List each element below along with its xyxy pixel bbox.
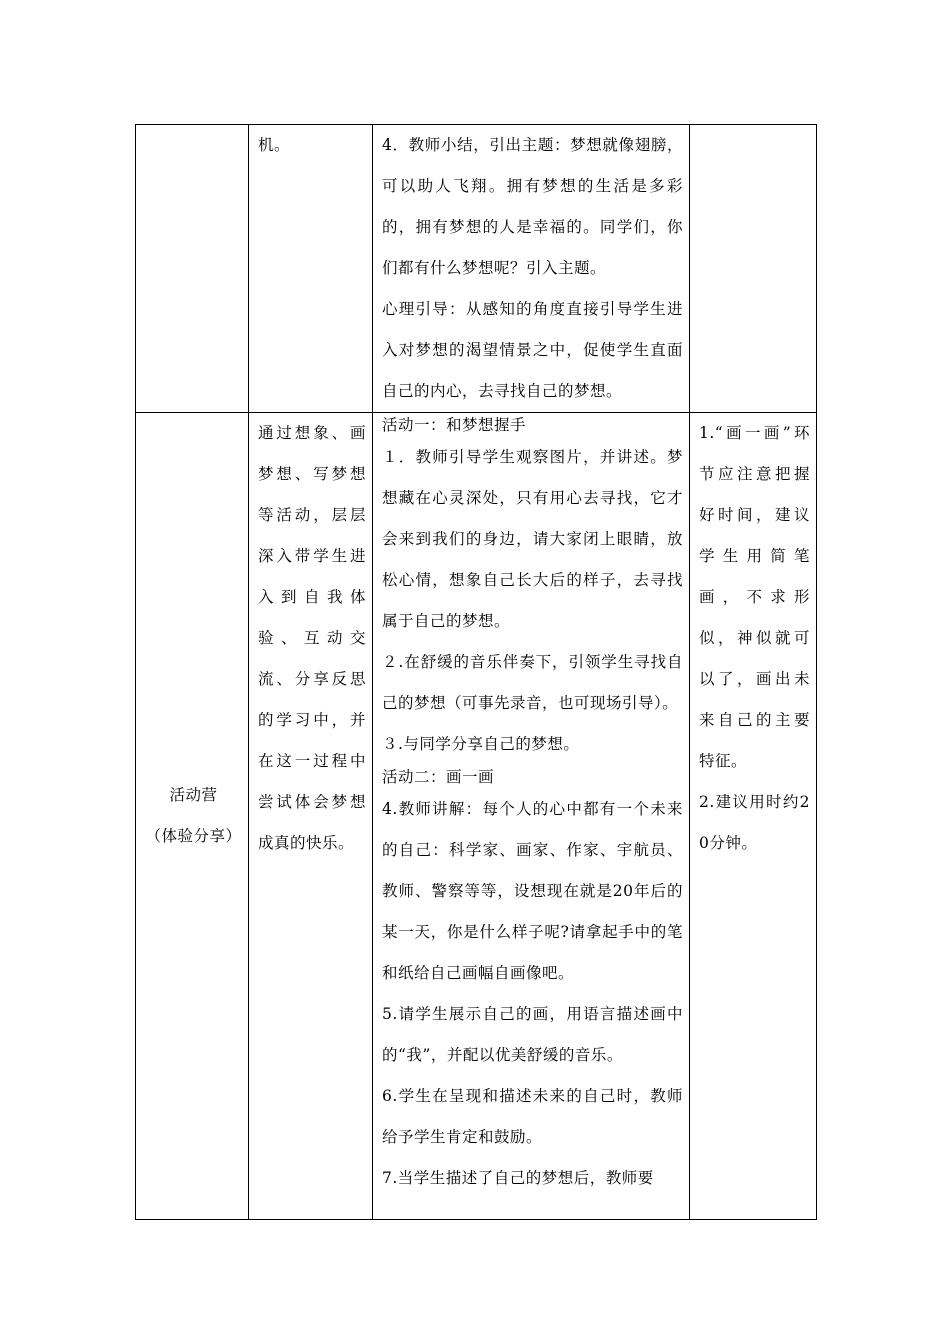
stage-subtitle: （体验分享） xyxy=(145,827,242,845)
activity-item: ２.在舒缓的音乐伴奏下，引领学生寻找自己的梦想（可事先录音，也可现场引导）。 xyxy=(382,653,683,712)
table-row xyxy=(136,125,817,413)
table-row xyxy=(136,413,817,1220)
note-item: 2.建议用时约20分钟。 xyxy=(699,793,810,852)
row1-goal-cell: 机。 xyxy=(249,125,373,413)
activity-item: 7.当学生描述了自己的梦想后，教师要 xyxy=(382,1169,654,1187)
psychology-guidance: 心理引导：从感知的角度直接引导学生进入对梦想的渴望情景之中，促使学生直面自己的内心，去寻找自己的梦想。 xyxy=(382,300,683,400)
activity-item: 6.学生在呈现和描述未来的自己时，教师给予学生肯定和鼓励。 xyxy=(382,1087,683,1146)
activity-one-title: 活动一：和梦想握手 xyxy=(382,416,527,434)
activity-content-cell xyxy=(373,413,690,1220)
goal-cell: 通过想象、画梦想、写梦想等活动，层层深入带学生进入到自我体验、互动交流、分享反思的学习中，并在这一过程中尝试体会梦想成真的快乐。 xyxy=(249,413,373,1220)
activity-item: 4.教师讲解：每个人的心中都有一个未来的自己：科学家、画家、作家、宇航员、教师、警察等等，设想现在就是20年后的某一天，你是什么样子呢?请拿起手中的笔和纸给自己画幅自画像吧。 xyxy=(382,800,683,982)
stage-title: 活动营 xyxy=(169,786,218,804)
row1-note-cell xyxy=(690,125,817,413)
note-item: 1.“画一画”环节应注意把握好时间，建议学生用简笔画，不求形似，神似就可以了，画出未来自己的主要特征。 xyxy=(699,424,810,770)
row1-content-cell xyxy=(373,125,690,413)
stage-label-cell xyxy=(136,413,249,1220)
activity-item: 5.请学生展示自己的画，用语言描述画中的“我”，并配以优美舒缓的音乐。 xyxy=(382,1005,683,1064)
lesson-plan-table xyxy=(135,124,817,1220)
activity-two-title: 活动二：画一画 xyxy=(382,768,495,786)
note-cell xyxy=(690,413,817,1220)
row1-stage-cell xyxy=(136,125,249,413)
activity-item: １．教师引导学生观察图片，并讲述。梦想藏在心灵深处，只有用心去寻找，它才会来到我们的身边，请大家闭上眼睛，放松心情，想象自己长大后的样子，去寻找属于自己的梦想。 xyxy=(382,448,683,630)
activity-item: ３.与同学分享自己的梦想。 xyxy=(382,735,580,753)
content-paragraph: 4．教师小结，引出主题：梦想就像翅膀，可以助人飞翔。拥有梦想的生活是多彩的，拥有梦想的人是幸福的。同学们，你们都有什么梦想呢？引入主题。 xyxy=(382,136,683,277)
